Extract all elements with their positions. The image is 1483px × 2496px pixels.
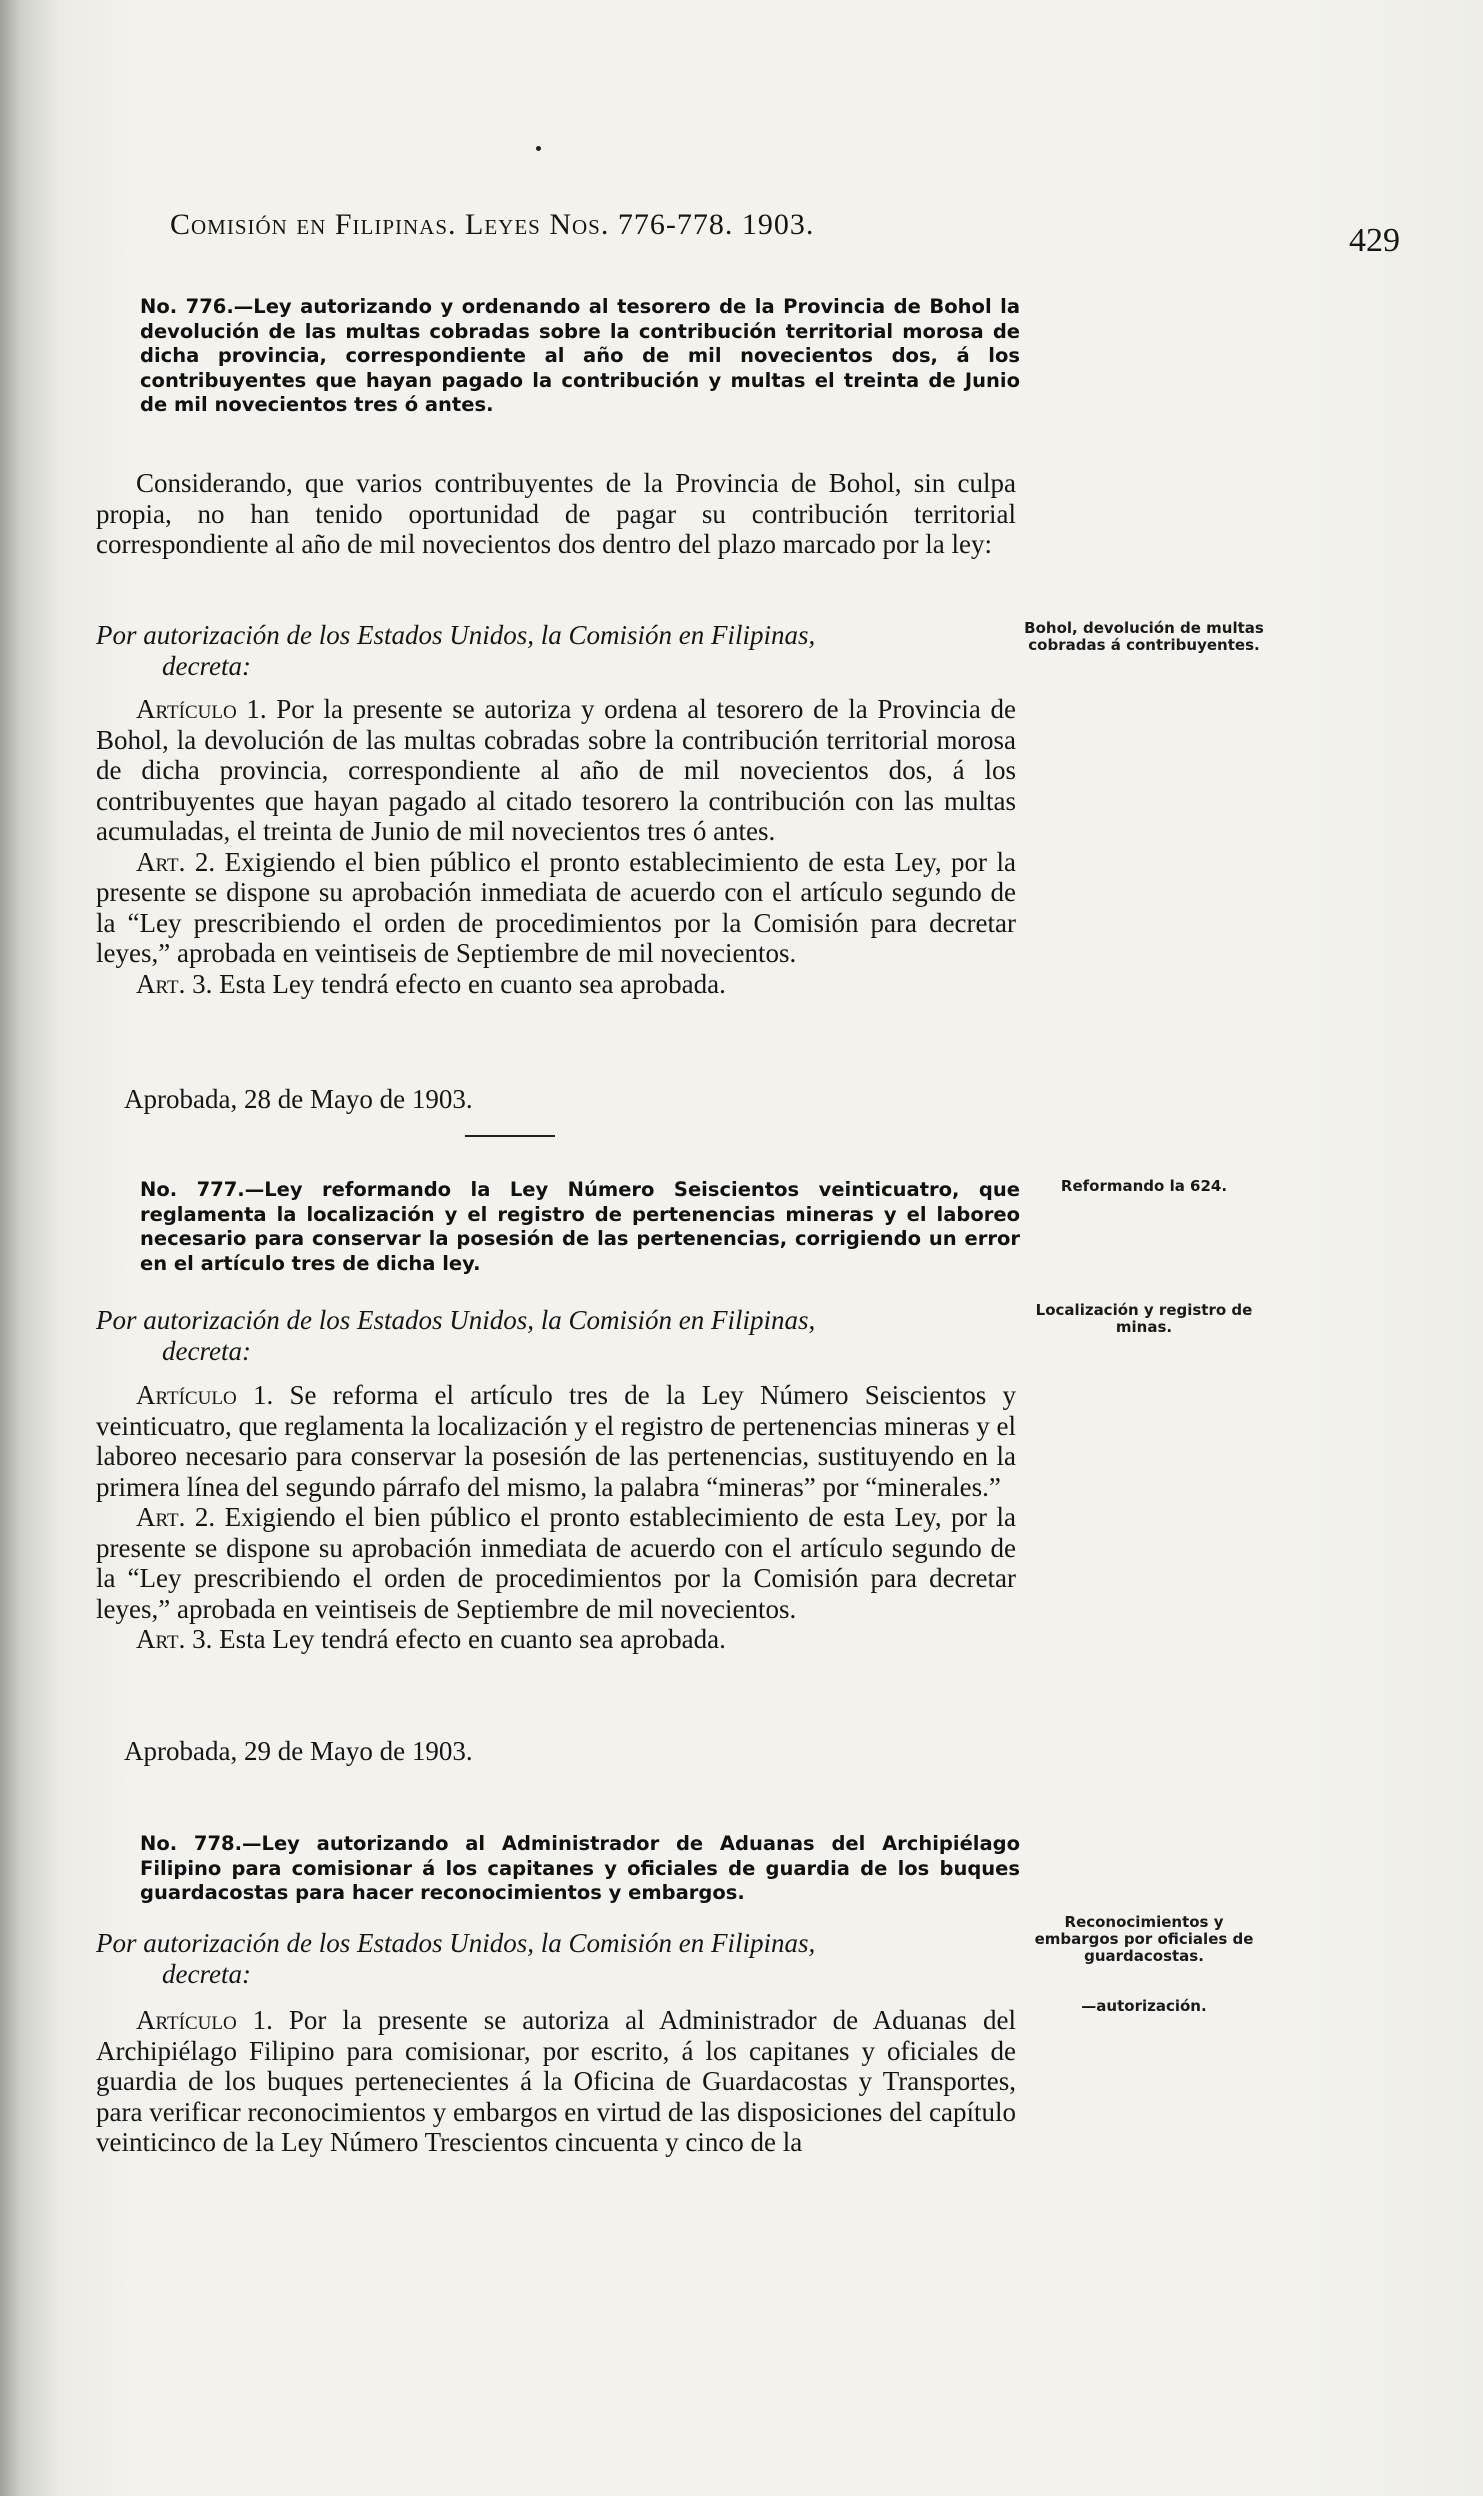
law-778-margin-note-1: Reconocimientos y embargos por oficiales de guardacostas.: [1034, 1913, 1254, 1965]
article-3-label: Art. 3.: [136, 968, 213, 999]
law-777-articles: [96, 1380, 1016, 1655]
law-777-title: [140, 1178, 1020, 1276]
law-777-article-2: [96, 1502, 1016, 1624]
article-1-text: Por la presente se autoriza y ordena al tesorero de la Provincia de Bohol, la devolución de las multas cobradas sobre la contribución territorial morosa de dicha provincia, correspondiente al año de mil novecientos dos, á los contribuyentes que hayan pagado al citado tesorero la contribución con las multas acumuladas, el treinta de Junio de mil novecientos tres ó antes.: [96, 694, 1017, 846]
law-777-enacting-clause: [96, 1305, 1016, 1366]
enact-line-1: Por autorización de los Estados Unidos, la Comisión en Filipinas,: [96, 1305, 816, 1335]
article-2-label: Art. 2.: [136, 1502, 216, 1532]
law-777-title-text: —Ley reformando la Ley Número Seiscientos veinticuatro, que reglamenta la localización y el registro de pertenencias mineras y el laboreo necesario para conservar la posesión de las pertenencias, corrigiendo un error en el artículo tres de dicha ley.: [140, 1178, 1020, 1275]
article-1-label: Artículo 1.: [136, 1380, 274, 1410]
article-1-text: Se reforma el artículo tres de la Ley Número Seiscientos y veinticuatro, que reglamenta la localización y el registro de pertenencias mineras y el laboreo necesario para conservar la posesión de las pertenencias, sustituyendo en la primera línea del segundo párrafo del mismo, la palabra “mineras” por “minerales.”: [96, 1380, 1016, 1502]
enact-line-2: decreta:: [162, 650, 251, 681]
article-3-label: Art. 3.: [136, 1624, 213, 1654]
law-776-enacting-clause: [96, 620, 1016, 681]
article-1-label: Artículo 1.: [136, 2005, 273, 2035]
law-777-margin-note-2: Localización y registro de minas.: [1035, 1301, 1253, 1336]
running-head: [170, 208, 1300, 242]
law-776-margin-note: Bohol, devolución de multas cobradas á contribuyentes.: [1024, 619, 1264, 654]
law-778-article-1: [96, 2005, 1016, 2158]
law-776-preamble-block: [96, 468, 1016, 560]
article-3-text: Esta Ley tendrá efecto en cuanto sea aprobada.: [212, 968, 726, 999]
law-776-approved: Aprobada, 28 de Mayo de 1903.: [124, 1084, 473, 1114]
law-777-margin-note-1: Reformando la 624.: [1060, 1177, 1228, 1195]
law-776-title: [140, 295, 1020, 418]
law-776-article-3: [96, 969, 1016, 1000]
enact-line-2: decreta:: [162, 1335, 251, 1366]
separator-rule: [465, 1135, 555, 1137]
law-778-number: No. 778.: [140, 1832, 243, 1855]
enact-line-1: Por autorización de los Estados Unidos, la Comisión en Filipinas,: [96, 620, 816, 650]
law-778-enacting-clause: [96, 1928, 1016, 1989]
article-2-text: Exigiendo el bien público el pronto establecimiento de esta Ley, por la presente se dispone su aprobación inmediata de acuerdo con el artículo segundo de la “Ley prescribiendo el orden de procedimientos por la Comisión para decretar leyes,” aprobada en veintiseis de Septiembre de mil novecientos.: [96, 846, 1016, 968]
enact-line-1: Por autorización de los Estados Unidos, la Comisión en Filipinas,: [96, 1928, 816, 1958]
law-776-articles: [96, 694, 1016, 999]
law-776-preamble: Considerando, que varios contribuyentes de la Provincia de Bohol, sin culpa propia, no han tenido oportunidad de pagar su contribución territorial correspondiente al año de mil novecientos dos dentro del plazo marcado por la ley:: [96, 468, 1016, 559]
page-number: 429: [1349, 222, 1400, 259]
article-3-text: Esta Ley tendrá efecto en cuanto sea aprobada.: [212, 1624, 726, 1654]
law-778-title: [140, 1832, 1020, 1906]
article-2-label: Art. 2.: [136, 846, 216, 877]
article-2-text: Exigiendo el bien público el pronto establecimiento de esta Ley, por la presente se dispone su aprobación inmediata de acuerdo con el artículo segundo de la “Ley prescribiendo el orden de procedimientos por la Comisión para decretar leyes,” aprobada en veintiseis de Septiembre de mil novecientos.: [96, 1502, 1016, 1624]
article-1-label: Artículo 1.: [136, 694, 267, 724]
law-776-number: No. 776.: [140, 295, 234, 318]
printer-mark: [536, 146, 541, 151]
law-777-article-1: [96, 1380, 1016, 1502]
enact-line-2: decreta:: [162, 1958, 251, 1989]
law-776-article-2: [96, 847, 1016, 969]
law-777-article-3: [96, 1624, 1016, 1655]
article-1-text: Por la presente se autoriza al Administrador de Aduanas del Archipiélago Filipino para comisionar, por escrito, á los capitanes y oficiales de guardia de los buques pertenecientes á la Oficina de Guardacostas y Transportes, para verificar reconocimientos y embargos en virtud de las disposiciones del capítulo veinticinco de la Ley Número Trescientos cincuenta y cinco de la: [96, 2005, 1017, 2157]
law-777-approved: Aprobada, 29 de Mayo de 1903.: [124, 1736, 473, 1766]
law-778-articles: [96, 2005, 1016, 2158]
law-778-title-text: —Ley autorizando al Administrador de Aduanas del Archipiélago Filipino para comisionar á los capitanes y oficiales de guardia de los buques guardacostas para hacer reconocimientos y embargos.: [140, 1832, 1020, 1904]
law-777-number: No. 777.: [140, 1178, 245, 1201]
law-776-article-1: [96, 694, 1016, 847]
running-title: Comisión en Filipinas. Leyes Nos. 776-778. 1903.: [170, 208, 815, 241]
law-776-title-text: —Ley autorizando y ordenando al tesorero de la Provincia de Bohol la devolución de las multas cobradas sobre la contribución territorial morosa de dicha provincia, correspondiente al año de mil novecientos dos, á los contribuyentes que hayan pagado la contribución y multas el treinta de Junio de mil novecientos tres ó antes.: [140, 295, 1021, 416]
law-778-margin-note-2: —autorización.: [1081, 1997, 1207, 2015]
